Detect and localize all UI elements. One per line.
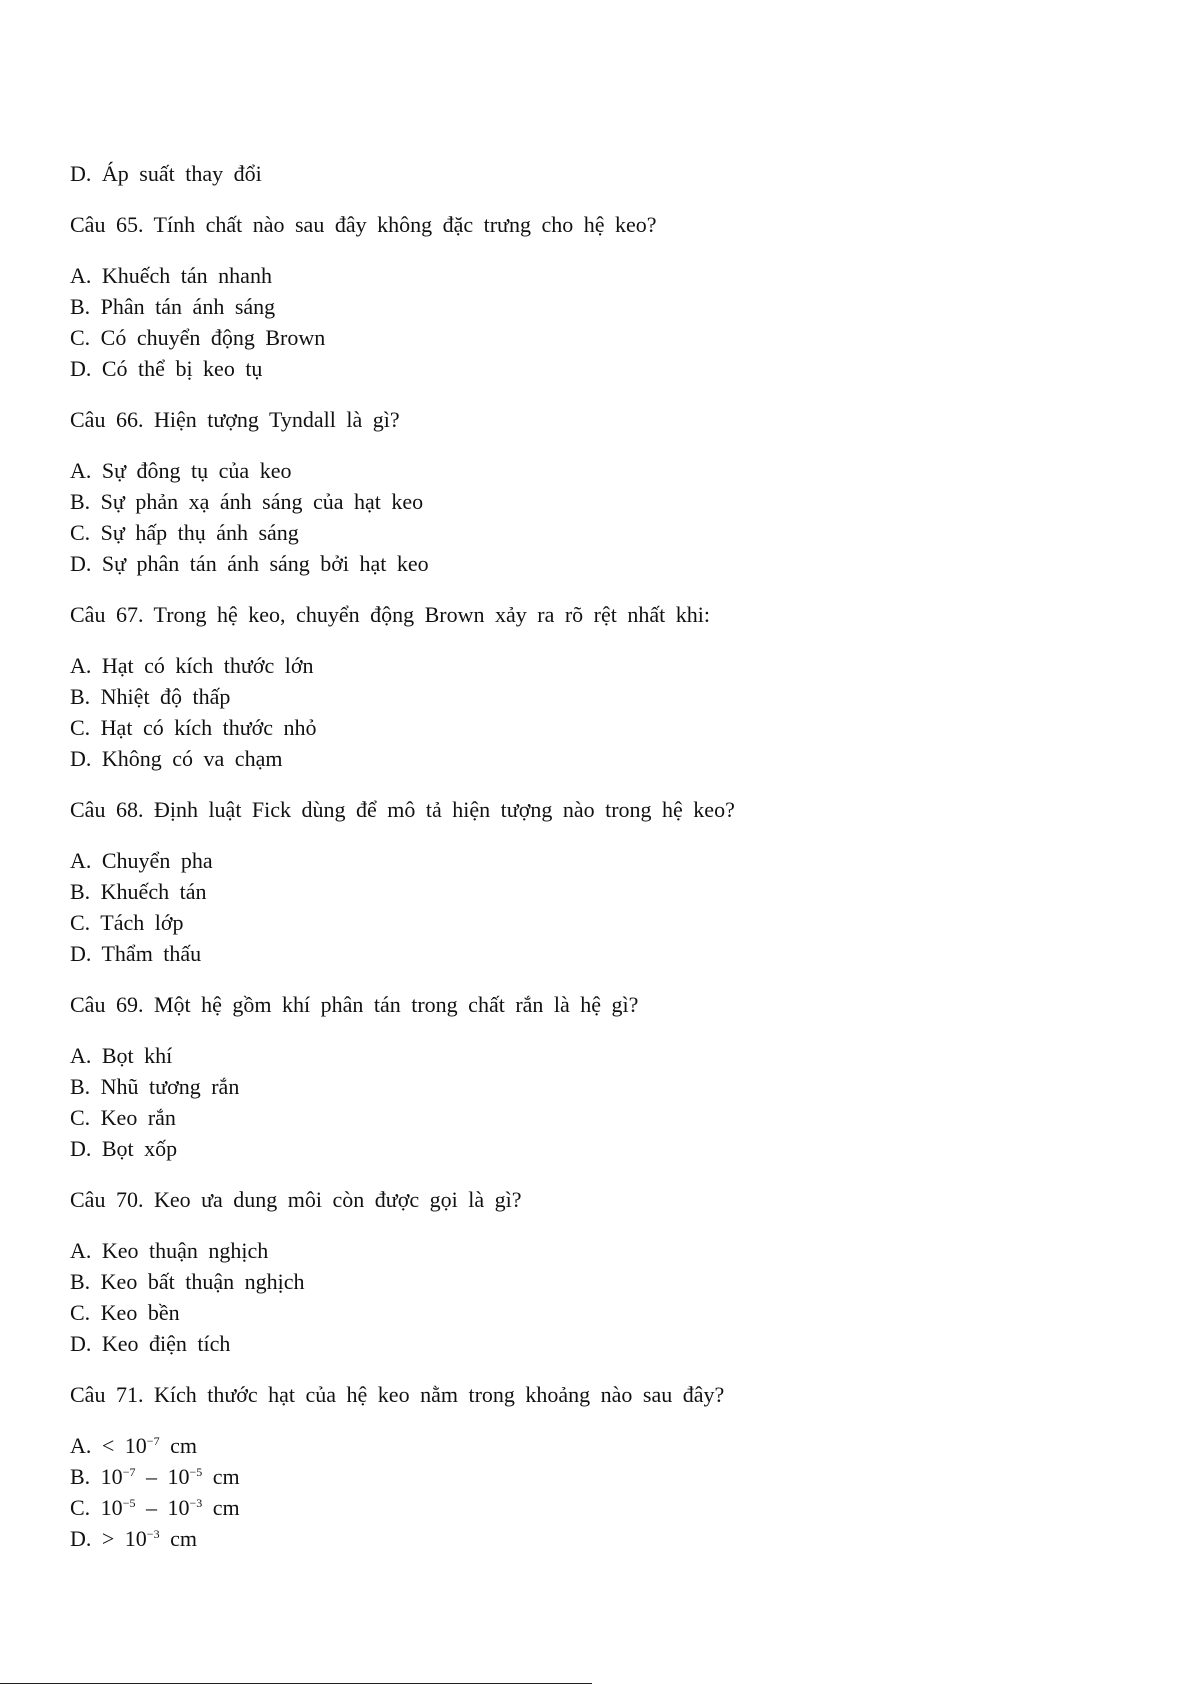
- q66-option-a: A. Sự đông tụ của keo: [70, 458, 292, 483]
- q71-c-mid: – 10: [135, 1495, 190, 1520]
- question-66: Câu 66. Hiện tượng Tyndall là gì?: [70, 407, 400, 432]
- q68-option-d: D. Thẩm thấu: [70, 941, 202, 966]
- q71-option-b: [70, 1461, 1120, 1492]
- q70-option-a: A. Keo thuận nghịch: [70, 1238, 269, 1263]
- q67-option-d: D. Không có va chạm: [70, 746, 283, 771]
- q71-b-prefix: B. 10: [70, 1464, 123, 1489]
- q69-option-a: A. Bọt khí: [70, 1043, 173, 1068]
- q71-option-a: [70, 1430, 1120, 1461]
- q71-d-exponent: −3: [146, 1527, 160, 1541]
- q67-option-b: B. Nhiệt độ thấp: [70, 684, 231, 709]
- q70-option-c: C. Keo bền: [70, 1300, 180, 1325]
- document-page: [70, 158, 1120, 1554]
- footer-divider: [0, 1683, 592, 1684]
- carryover-option: D. Áp suất thay đổi: [70, 161, 262, 186]
- q65-option-c: C. Có chuyển động Brown: [70, 325, 326, 350]
- q71-b-exponent-2: −5: [189, 1465, 203, 1479]
- q71-b-unit: cm: [202, 1464, 240, 1489]
- q71-c-unit: cm: [202, 1495, 240, 1520]
- question-68: Câu 68. Định luật Fick dùng để mô tả hiện tượng nào trong hệ keo?: [70, 797, 735, 822]
- q68-option-b: B. Khuếch tán: [70, 879, 207, 904]
- q68-option-c: C. Tách lớp: [70, 910, 184, 935]
- q71-b-mid: – 10: [135, 1464, 190, 1489]
- q71-a-exponent: −7: [146, 1434, 160, 1448]
- question-71: Câu 71. Kích thước hạt của hệ keo nằm trong khoảng nào sau đây?: [70, 1382, 725, 1407]
- q70-option-b: B. Keo bất thuận nghịch: [70, 1269, 305, 1294]
- q65-option-d: D. Có thể bị keo tụ: [70, 356, 263, 381]
- q65-option-a: A. Khuếch tán nhanh: [70, 263, 272, 288]
- q67-option-c: C. Hạt có kích thước nhỏ: [70, 715, 317, 740]
- q71-option-c: [70, 1492, 1120, 1523]
- q71-a-prefix: A. < 10: [70, 1433, 147, 1458]
- q66-option-d: D. Sự phân tán ánh sáng bởi hạt keo: [70, 551, 429, 576]
- q69-option-b: B. Nhũ tương rắn: [70, 1074, 240, 1099]
- question-69: Câu 69. Một hệ gồm khí phân tán trong chất rắn là hệ gì?: [70, 992, 639, 1017]
- q69-option-c: C. Keo rắn: [70, 1105, 176, 1130]
- q66-option-b: B. Sự phản xạ ánh sáng của hạt keo: [70, 489, 424, 514]
- q70-option-d: D. Keo điện tích: [70, 1331, 231, 1356]
- q65-option-b: B. Phân tán ánh sáng: [70, 294, 276, 319]
- q68-option-a: A. Chuyển pha: [70, 848, 213, 873]
- q67-option-a: A. Hạt có kích thước lớn: [70, 653, 314, 678]
- q69-option-d: D. Bọt xốp: [70, 1136, 178, 1161]
- q71-b-exponent-1: −7: [122, 1465, 136, 1479]
- q71-d-unit: cm: [159, 1526, 197, 1551]
- q71-option-d: [70, 1523, 1120, 1554]
- question-67: Câu 67. Trong hệ keo, chuyển động Brown xảy ra rõ rệt nhất khi:: [70, 602, 710, 627]
- question-65: Câu 65. Tính chất nào sau đây không đặc trưng cho hệ keo?: [70, 212, 657, 237]
- q71-d-prefix: D. > 10: [70, 1526, 147, 1551]
- q71-c-prefix: C. 10: [70, 1495, 123, 1520]
- q71-a-unit: cm: [159, 1433, 197, 1458]
- q71-c-exponent-1: −5: [122, 1496, 136, 1510]
- q71-c-exponent-2: −3: [189, 1496, 203, 1510]
- q66-option-c: C. Sự hấp thụ ánh sáng: [70, 520, 299, 545]
- question-70: Câu 70. Keo ưa dung môi còn được gọi là gì?: [70, 1187, 522, 1212]
